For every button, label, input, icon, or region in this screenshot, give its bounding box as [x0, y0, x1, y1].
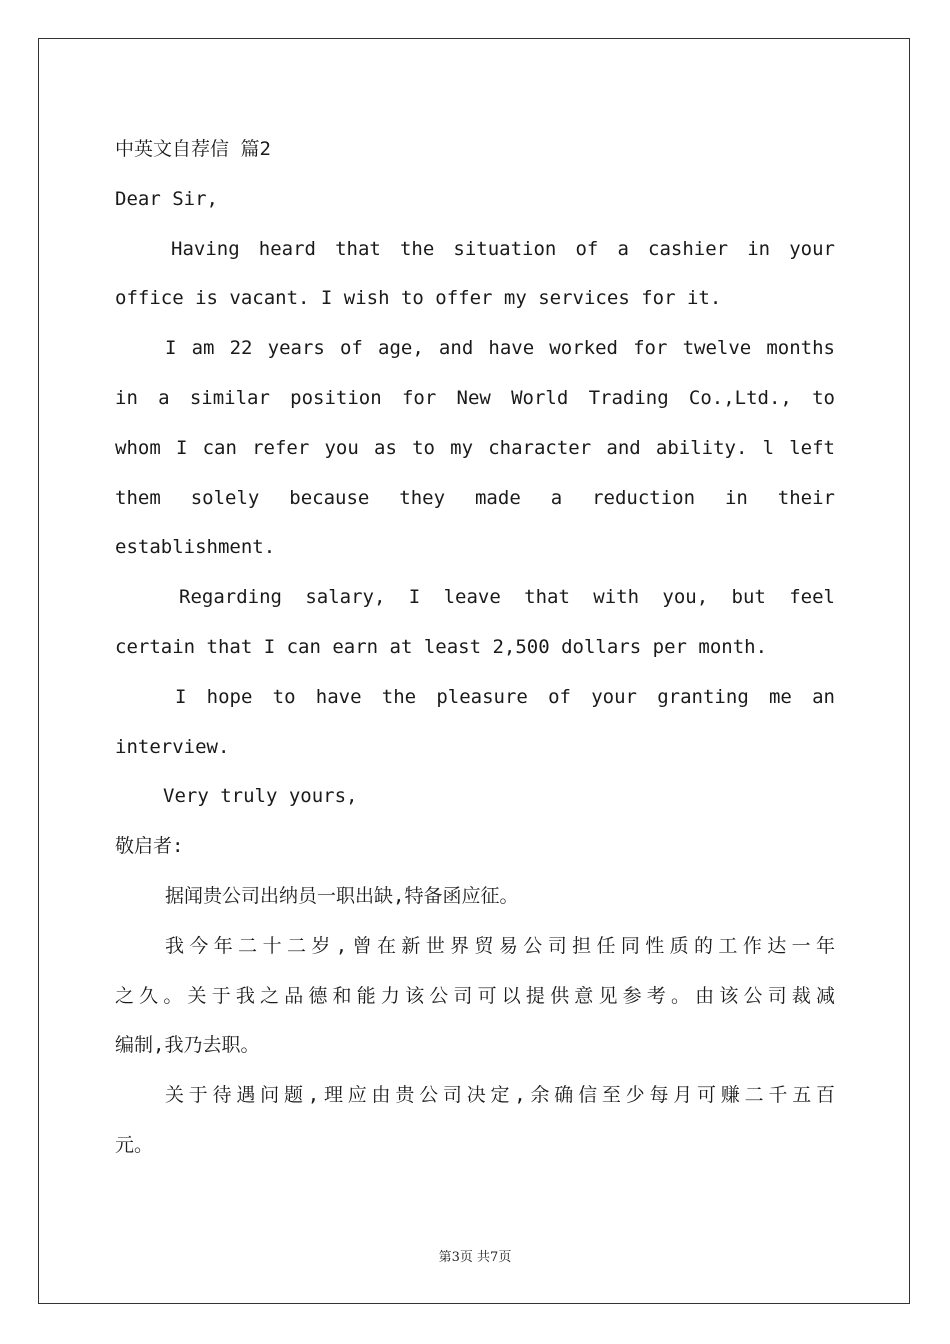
paragraph-line: whom I can refer you as to my character and ability. l left [115, 436, 835, 459]
paragraph-line: interview. [115, 735, 230, 758]
paragraph-line: them solely because they made a reduction in their [115, 486, 835, 509]
closing-en: Very truly yours, [163, 785, 358, 808]
salutation-en: Dear Sir, [115, 187, 218, 210]
paragraph-line: establishment. [115, 536, 276, 559]
paragraph-line: 我今年二十二岁,曾在新世界贸易公司担任同性质的工作达一年 [165, 934, 835, 957]
paragraph-line: 之久。关于我之品德和能力该公司可以提供意见参考。由该公司裁减 [115, 984, 835, 1007]
paragraph-line: Regarding salary, I leave that with you, but feel [179, 586, 835, 609]
paragraph-line: in a similar position for New World Trading Co.,Ltd., to [115, 386, 835, 409]
paragraph-line: 元。 [115, 1133, 154, 1156]
paragraph-line: 关于待遇问题,理应由贵公司决定,余确信至少每月可赚二千五百 [165, 1084, 835, 1107]
paragraph-line: office is vacant. I wish to offer my services for it. [115, 287, 722, 310]
paragraph-line: 编制,我乃去职。 [115, 1034, 260, 1057]
paragraph-line: Having heard that the situation of a cashier in your [171, 237, 835, 260]
paragraph-line: certain that I can earn at least 2,500 dollars per month. [115, 635, 768, 658]
paragraph-line: 据闻贵公司出纳员一职出缺,特备函应征。 [165, 884, 519, 907]
salutation-cn: 敬启者: [115, 835, 184, 858]
page-number: 第3页 共7页 [438, 1250, 512, 1265]
paragraph-line: I am 22 years of age, and have worked for twelve months [165, 337, 835, 360]
letter-body [115, 125, 835, 1171]
paragraph-line: I hope to have the pleasure of your granting me an [175, 685, 835, 708]
document-heading: 中英文自荐信 篇2 [115, 138, 271, 160]
